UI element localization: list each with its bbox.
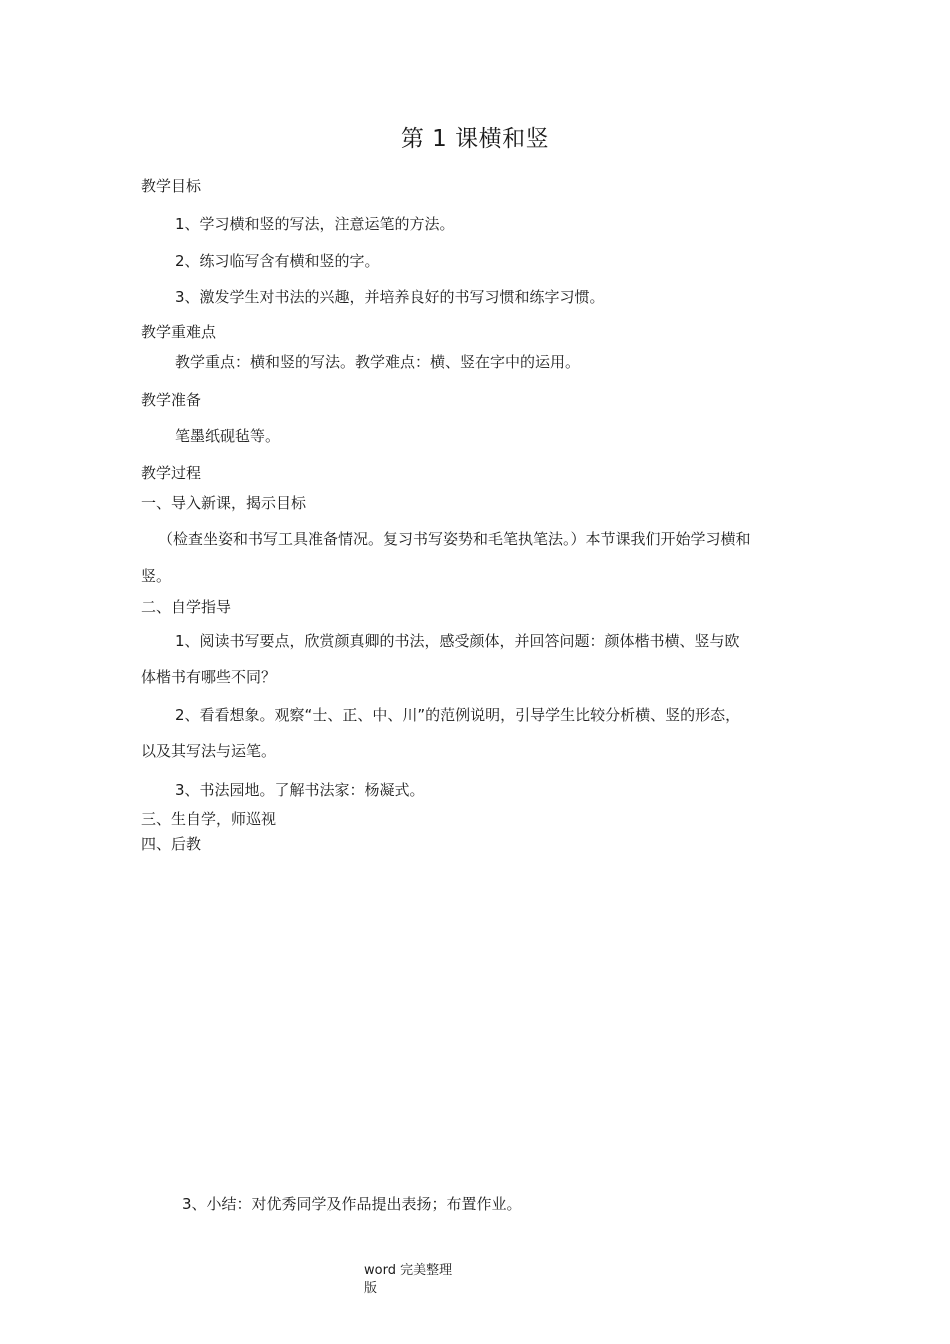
step-4-heading: 四、后教 (141, 835, 202, 853)
prep-text: 笔墨纸砚毡等。 (175, 427, 281, 445)
step-1-heading: 一、导入新课，揭示目标 (141, 494, 307, 512)
process-heading: 教学过程 (141, 464, 202, 482)
footer-line-2: 版 (364, 1281, 378, 1296)
objective-item-1: 1、学习横和竖的写法，注意运笔的方法。 (175, 215, 455, 233)
objective-item-3: 3、激发学生对书法的兴趣，并培养良好的书写习惯和练字习惯。 (175, 288, 605, 306)
keypoints-heading: 教学重难点 (141, 323, 217, 341)
step-3-heading: 三、生自学，师巡视 (141, 810, 277, 828)
step-1-text-line-1: （检查坐姿和书写工具准备情况。复习书写姿势和毛笔执笔法。）本节课我们开始学习横和 (158, 530, 751, 548)
step-2-item-3: 3、书法园地。了解书法家：杨凝式。 (175, 781, 425, 799)
step-2-item-2-line-1: 2、看看想象。观察“士、正、中、川”的范例说明，引导学生比较分析横、竖的形态， (175, 706, 741, 724)
footer-line-1: word 完美整理 (364, 1263, 453, 1278)
step-2-item-1-line-2: 体楷书有哪些不同？ (141, 668, 277, 686)
objectives-heading: 教学目标 (141, 177, 202, 195)
step-2-item-1-line-1: 1、阅读书写要点，欣赏颜真卿的书法，感受颜体，并回答问题：颜体楷书横、竖与欧 (175, 632, 740, 650)
summary-text: 3、小结：对优秀同学及作品提出表扬；布置作业。 (182, 1195, 522, 1213)
keypoints-text: 教学重点：横和竖的写法。教学难点：横、竖在字中的运用。 (175, 353, 581, 371)
objective-item-2: 2、练习临写含有横和竖的字。 (175, 252, 380, 270)
step-2-heading: 二、自学指导 (141, 598, 232, 616)
step-1-text-line-2: 竖。 (141, 567, 172, 585)
prep-heading: 教学准备 (141, 391, 202, 409)
page-title: 第 1 课横和竖 (400, 126, 550, 152)
step-2-item-2-line-2: 以及其写法与运笔。 (141, 742, 277, 760)
